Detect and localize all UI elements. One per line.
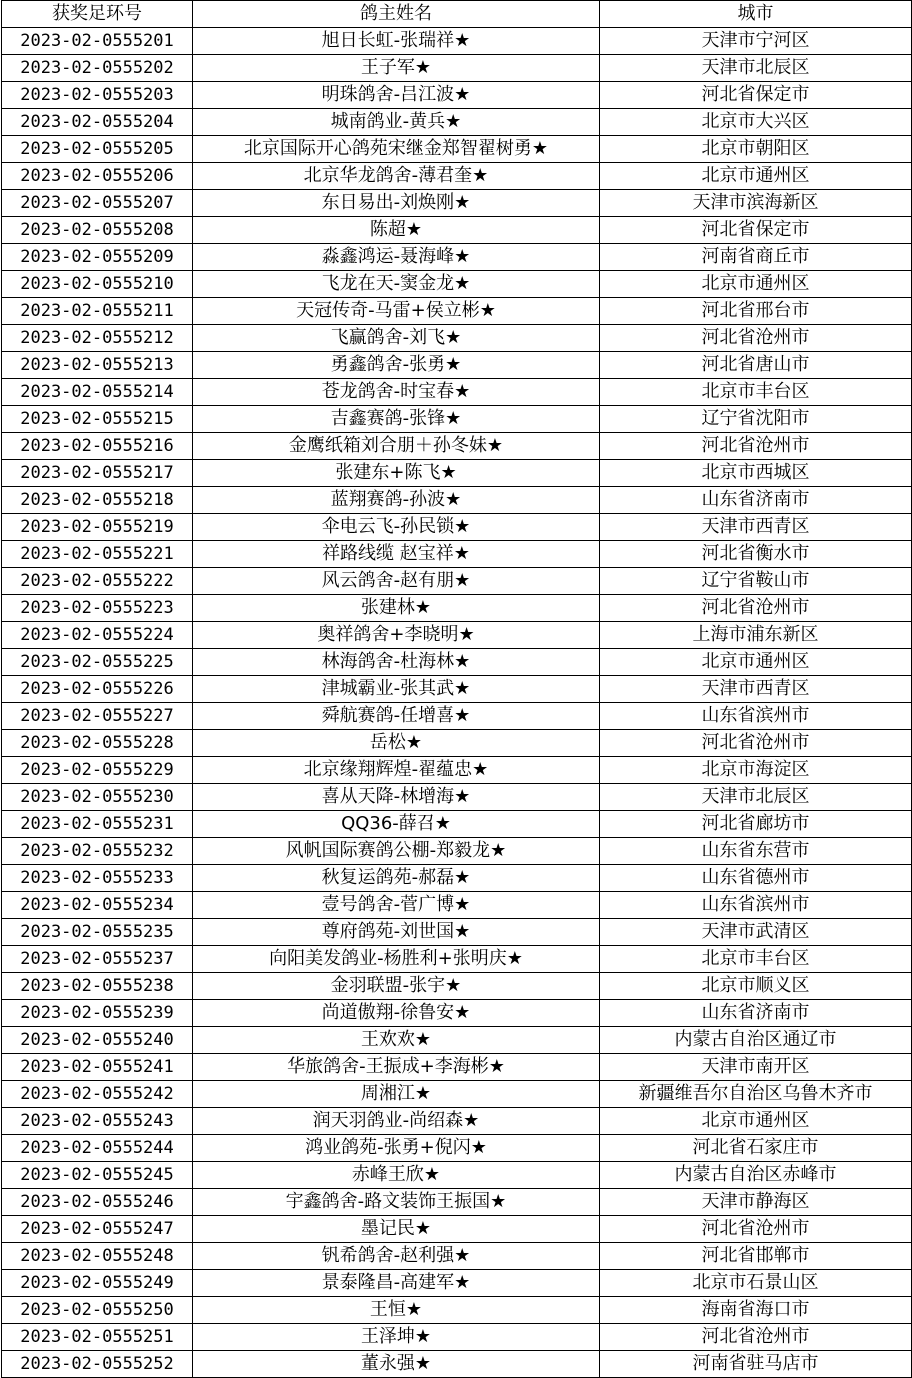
table-row: [2, 1297, 912, 1324]
ring-number-cell: 2023-02-0555225: [2, 649, 193, 676]
table-row: [2, 460, 912, 487]
ring-number-cell: 2023-02-0555218: [2, 487, 193, 514]
table-row: [2, 1351, 912, 1378]
city-cell: 河北省沧州市: [600, 1216, 912, 1243]
ring-number-cell: 2023-02-0555244: [2, 1135, 193, 1162]
table-row: [2, 406, 912, 433]
table-row: [2, 244, 912, 271]
city-cell: 河北省唐山市: [600, 352, 912, 379]
table-row: [2, 82, 912, 109]
table-row: [2, 703, 912, 730]
table-row: [2, 919, 912, 946]
ring-number-cell: 2023-02-0555228: [2, 730, 193, 757]
city-cell: 天津市西青区: [600, 676, 912, 703]
ring-number-cell: 2023-02-0555247: [2, 1216, 193, 1243]
table-row: [2, 352, 912, 379]
owner-name-cell: 城南鸽业-黄兵★: [193, 109, 600, 136]
owner-name-cell: 尚道傲翔-徐鲁安★: [193, 1000, 600, 1027]
table-row: [2, 1135, 912, 1162]
city-cell: 天津市南开区: [600, 1054, 912, 1081]
city-cell: 天津市武清区: [600, 919, 912, 946]
city-cell: 河北省沧州市: [600, 433, 912, 460]
ring-number-cell: 2023-02-0555204: [2, 109, 193, 136]
owner-name-cell: 王子军★: [193, 55, 600, 82]
city-cell: 河北省沧州市: [600, 1324, 912, 1351]
city-cell: 海南省海口市: [600, 1297, 912, 1324]
city-cell: 河北省沧州市: [600, 730, 912, 757]
ring-number-cell: 2023-02-0555250: [2, 1297, 193, 1324]
city-cell: 辽宁省鞍山市: [600, 568, 912, 595]
city-cell: 河北省石家庄市: [600, 1135, 912, 1162]
header-row: [2, 1, 912, 28]
table-row: [2, 757, 912, 784]
table-row: [2, 298, 912, 325]
owner-name-cell: 壹号鸽舍-菅广博★: [193, 892, 600, 919]
city-cell: 天津市西青区: [600, 514, 912, 541]
table-row: [2, 649, 912, 676]
ring-number-cell: 2023-02-0555230: [2, 784, 193, 811]
city-cell: 北京市石景山区: [600, 1270, 912, 1297]
table-row: [2, 1324, 912, 1351]
city-cell: 河北省沧州市: [600, 595, 912, 622]
owner-name-cell: 东日易出-刘焕刚★: [193, 190, 600, 217]
city-cell: 天津市北辰区: [600, 55, 912, 82]
owner-name-cell: 飞赢鸽舍-刘飞★: [193, 325, 600, 352]
ring-number-cell: 2023-02-0555248: [2, 1243, 193, 1270]
owner-name-cell: 津城霸业-张其武★: [193, 676, 600, 703]
city-cell: 北京市海淀区: [600, 757, 912, 784]
ring-number-cell: 2023-02-0555223: [2, 595, 193, 622]
owner-name-cell: 苍龙鸽舍-时宝春★: [193, 379, 600, 406]
ring-number-cell: 2023-02-0555229: [2, 757, 193, 784]
owner-name-cell: 董永强★: [193, 1351, 600, 1378]
ring-number-cell: 2023-02-0555222: [2, 568, 193, 595]
city-cell: 河北省衡水市: [600, 541, 912, 568]
owner-name-cell: 勇鑫鸽舍-张勇★: [193, 352, 600, 379]
owner-name-cell: 伞电云飞-孙民锁★: [193, 514, 600, 541]
ring-number-cell: 2023-02-0555241: [2, 1054, 193, 1081]
table-row: [2, 622, 912, 649]
owner-name-cell: 北京国际开心鸽苑宋继金郑智翟树勇★: [193, 136, 600, 163]
owner-name-cell: 北京缘翔辉煌-翟蕴忠★: [193, 757, 600, 784]
ring-number-cell: 2023-02-0555231: [2, 811, 193, 838]
ring-number-cell: 2023-02-0555249: [2, 1270, 193, 1297]
owner-name-cell: 华旅鸽舍-王振成+李海彬★: [193, 1054, 600, 1081]
ring-number-cell: 2023-02-0555239: [2, 1000, 193, 1027]
city-cell: 北京市丰台区: [600, 379, 912, 406]
results-table: [1, 0, 912, 1378]
table-row: [2, 433, 912, 460]
header-ring-number: 获奖足环号: [2, 1, 193, 28]
owner-name-cell: 北京华龙鸽舍-薄君奎★: [193, 163, 600, 190]
city-cell: 天津市北辰区: [600, 784, 912, 811]
owner-name-cell: 蓝翔赛鸽-孙波★: [193, 487, 600, 514]
ring-number-cell: 2023-02-0555213: [2, 352, 193, 379]
owner-name-cell: 张建东+陈飞★: [193, 460, 600, 487]
ring-number-cell: 2023-02-0555211: [2, 298, 193, 325]
ring-number-cell: 2023-02-0555246: [2, 1189, 193, 1216]
owner-name-cell: 周湘江★: [193, 1081, 600, 1108]
table-row: [2, 784, 912, 811]
table-row: [2, 379, 912, 406]
table-row: [2, 946, 912, 973]
city-cell: 河北省保定市: [600, 217, 912, 244]
owner-name-cell: 金鹰纸箱刘合朋＋孙冬妹★: [193, 433, 600, 460]
ring-number-cell: 2023-02-0555227: [2, 703, 193, 730]
owner-name-cell: 王恒★: [193, 1297, 600, 1324]
ring-number-cell: 2023-02-0555252: [2, 1351, 193, 1378]
owner-name-cell: 景泰隆昌-高建军★: [193, 1270, 600, 1297]
ring-number-cell: 2023-02-0555233: [2, 865, 193, 892]
city-cell: 上海市浦东新区: [600, 622, 912, 649]
city-cell: 北京市朝阳区: [600, 136, 912, 163]
city-cell: 内蒙古自治区赤峰市: [600, 1162, 912, 1189]
ring-number-cell: 2023-02-0555219: [2, 514, 193, 541]
owner-name-cell: 明珠鸽舍-吕江波★: [193, 82, 600, 109]
owner-name-cell: 王欢欢★: [193, 1027, 600, 1054]
owner-name-cell: 吉鑫赛鸽-张锋★: [193, 406, 600, 433]
table-row: [2, 1108, 912, 1135]
owner-name-cell: 奥祥鸽舍+李晓明★: [193, 622, 600, 649]
table-row: [2, 1081, 912, 1108]
ring-number-cell: 2023-02-0555240: [2, 1027, 193, 1054]
ring-number-cell: 2023-02-0555242: [2, 1081, 193, 1108]
owner-name-cell: QQ36-薛召★: [193, 811, 600, 838]
owner-name-cell: 墨记民★: [193, 1216, 600, 1243]
table-row: [2, 730, 912, 757]
ring-number-cell: 2023-02-0555209: [2, 244, 193, 271]
city-cell: 河北省保定市: [600, 82, 912, 109]
owner-name-cell: 风帆国际赛鸽公棚-郑毅龙★: [193, 838, 600, 865]
ring-number-cell: 2023-02-0555224: [2, 622, 193, 649]
owner-name-cell: 向阳美发鸽业-杨胜利+张明庆★: [193, 946, 600, 973]
table-row: [2, 568, 912, 595]
city-cell: 辽宁省沈阳市: [600, 406, 912, 433]
ring-number-cell: 2023-02-0555201: [2, 28, 193, 55]
city-cell: 天津市滨海新区: [600, 190, 912, 217]
owner-name-cell: 天冠传奇-马雷+侯立彬★: [193, 298, 600, 325]
owner-name-cell: 鸿业鸽苑-张勇+倪闪★: [193, 1135, 600, 1162]
city-cell: 北京市通州区: [600, 1108, 912, 1135]
ring-number-cell: 2023-02-0555235: [2, 919, 193, 946]
table-row: [2, 28, 912, 55]
city-cell: 山东省济南市: [600, 1000, 912, 1027]
city-cell: 河北省沧州市: [600, 325, 912, 352]
ring-number-cell: 2023-02-0555243: [2, 1108, 193, 1135]
table-row: [2, 1054, 912, 1081]
city-cell: 山东省东营市: [600, 838, 912, 865]
city-cell: 河北省邯郸市: [600, 1243, 912, 1270]
header-owner-name: 鸽主姓名: [193, 1, 600, 28]
table-row: [2, 271, 912, 298]
ring-number-cell: 2023-02-0555251: [2, 1324, 193, 1351]
table-row: [2, 487, 912, 514]
table-row: [2, 109, 912, 136]
table-row: [2, 1243, 912, 1270]
table-row: [2, 1000, 912, 1027]
ring-number-cell: 2023-02-0555238: [2, 973, 193, 1000]
table-row: [2, 676, 912, 703]
city-cell: 天津市静海区: [600, 1189, 912, 1216]
city-cell: 山东省滨州市: [600, 703, 912, 730]
ring-number-cell: 2023-02-0555226: [2, 676, 193, 703]
owner-name-cell: 飞龙在天-窦金龙★: [193, 271, 600, 298]
table-row: [2, 595, 912, 622]
ring-number-cell: 2023-02-0555212: [2, 325, 193, 352]
owner-name-cell: 旭日长虹-张瑞祥★: [193, 28, 600, 55]
table-row: [2, 1189, 912, 1216]
table-row: [2, 217, 912, 244]
owner-name-cell: 润天羽鸽业-尚绍森★: [193, 1108, 600, 1135]
table-header: [2, 1, 912, 28]
city-cell: 天津市宁河区: [600, 28, 912, 55]
city-cell: 北京市丰台区: [600, 946, 912, 973]
city-cell: 内蒙古自治区通辽市: [600, 1027, 912, 1054]
ring-number-cell: 2023-02-0555205: [2, 136, 193, 163]
ring-number-cell: 2023-02-0555202: [2, 55, 193, 82]
city-cell: 山东省滨州市: [600, 892, 912, 919]
table-row: [2, 838, 912, 865]
table-row: [2, 514, 912, 541]
table-row: [2, 325, 912, 352]
ring-number-cell: 2023-02-0555237: [2, 946, 193, 973]
table-row: [2, 163, 912, 190]
owner-name-cell: 陈超★: [193, 217, 600, 244]
city-cell: 北京市通州区: [600, 163, 912, 190]
table-row: [2, 541, 912, 568]
city-cell: 河北省廊坊市: [600, 811, 912, 838]
owner-name-cell: 喜从天降-林增海★: [193, 784, 600, 811]
city-cell: 新疆维吾尔自治区乌鲁木齐市: [600, 1081, 912, 1108]
table-row: [2, 136, 912, 163]
city-cell: 河南省商丘市: [600, 244, 912, 271]
city-cell: 北京市通州区: [600, 649, 912, 676]
owner-name-cell: 风云鸽舍-赵有朋★: [193, 568, 600, 595]
ring-number-cell: 2023-02-0555221: [2, 541, 193, 568]
table-row: [2, 811, 912, 838]
ring-number-cell: 2023-02-0555210: [2, 271, 193, 298]
owner-name-cell: 祥路线缆 赵宝祥★: [193, 541, 600, 568]
ring-number-cell: 2023-02-0555215: [2, 406, 193, 433]
table-row: [2, 1162, 912, 1189]
owner-name-cell: 秋复运鸽苑-郝磊★: [193, 865, 600, 892]
ring-number-cell: 2023-02-0555217: [2, 460, 193, 487]
ring-number-cell: 2023-02-0555208: [2, 217, 193, 244]
table-row: [2, 973, 912, 1000]
owner-name-cell: 赤峰王欣★: [193, 1162, 600, 1189]
owner-name-cell: 王泽坤★: [193, 1324, 600, 1351]
owner-name-cell: 林海鸽舍-杜海林★: [193, 649, 600, 676]
city-cell: 河北省邢台市: [600, 298, 912, 325]
city-cell: 北京市西城区: [600, 460, 912, 487]
city-cell: 北京市通州区: [600, 271, 912, 298]
owner-name-cell: 金羽联盟-张宇★: [193, 973, 600, 1000]
ring-number-cell: 2023-02-0555232: [2, 838, 193, 865]
owner-name-cell: 尊府鸽苑-刘世国★: [193, 919, 600, 946]
table-row: [2, 1027, 912, 1054]
table-body: [2, 28, 912, 1378]
owner-name-cell: 淼鑫鸿运-聂海峰★: [193, 244, 600, 271]
ring-number-cell: 2023-02-0555245: [2, 1162, 193, 1189]
table-row: [2, 1270, 912, 1297]
ring-number-cell: 2023-02-0555216: [2, 433, 193, 460]
table-row: [2, 190, 912, 217]
owner-name-cell: 钒希鸽舍-赵利强★: [193, 1243, 600, 1270]
city-cell: 山东省德州市: [600, 865, 912, 892]
city-cell: 河南省驻马店市: [600, 1351, 912, 1378]
city-cell: 北京市顺义区: [600, 973, 912, 1000]
table-row: [2, 1216, 912, 1243]
header-city: 城市: [600, 1, 912, 28]
ring-number-cell: 2023-02-0555214: [2, 379, 193, 406]
owner-name-cell: 岳松★: [193, 730, 600, 757]
ring-number-cell: 2023-02-0555203: [2, 82, 193, 109]
owner-name-cell: 宇鑫鸽舍-路文装饰王振国★: [193, 1189, 600, 1216]
table-row: [2, 865, 912, 892]
table-row: [2, 55, 912, 82]
ring-number-cell: 2023-02-0555234: [2, 892, 193, 919]
owner-name-cell: 舜航赛鸽-任增喜★: [193, 703, 600, 730]
city-cell: 山东省济南市: [600, 487, 912, 514]
table-row: [2, 892, 912, 919]
ring-number-cell: 2023-02-0555207: [2, 190, 193, 217]
city-cell: 北京市大兴区: [600, 109, 912, 136]
owner-name-cell: 张建林★: [193, 595, 600, 622]
ring-number-cell: 2023-02-0555206: [2, 163, 193, 190]
